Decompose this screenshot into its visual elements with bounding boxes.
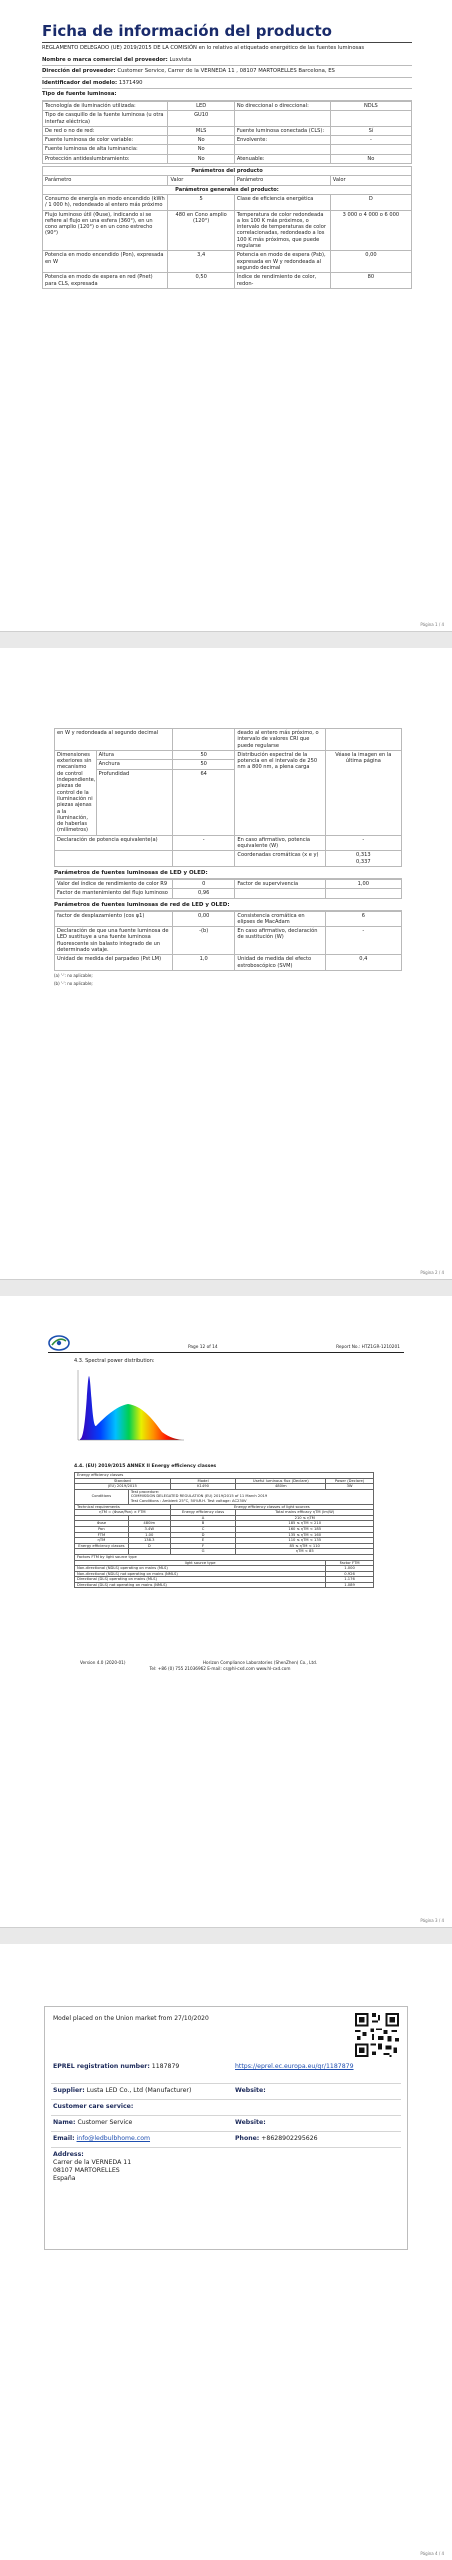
table-row: Directional (DLS) not operating on mains (NMLS) 1.089 [75, 1582, 374, 1588]
table-row: Non-directional (NDLS) not operating on mains (NMLS) 0.926 [75, 1571, 374, 1577]
table-row: en W y redondeada al segundo decimal deado al entero más próximo, o intervalo de valores CRI que puede regularse [55, 729, 402, 751]
eprel-qr-link[interactable]: https://eprel.ec.europa.eu/qr/1187879 [235, 2063, 354, 2070]
table-row: Conditions Test procedure: COMMISSION DELEGATED REGULATION (EU) 2019/2015 of 11 March 2019 Test Conditions : Ambient 25°C, 50%R.H. Test voltage: AC230V [75, 1489, 374, 1504]
model-identifier-line: Identificador del modelo: 1371490 [42, 78, 412, 90]
table-row: Unidad de medida del parpadeo (Pst LM) 1,0 Unidad de medida del efecto estroboscópico (SVM) 0,4 [55, 955, 402, 971]
table-row: Φuse 480lm B 185 ≤ ηTM < 210 [75, 1521, 374, 1527]
care-website-row: Website: [235, 2119, 266, 2126]
table-row: Consumo de energía en modo encendido (kWh / 1 000 h), redondeado al entero más próximo 5 Clase de eficiencia energética D [43, 194, 412, 210]
table-row: Energy efficiency classes D F 85 ≤ ηTM < 110 [75, 1543, 374, 1549]
table-row: Potencia en modo encendido (Pon), expresada en W 3,4 Potencia en modo de espera (Psb), expresada en W y redondeada al segundo decimal 0,00 [43, 251, 412, 273]
customer-care-heading: Customer care service: [53, 2103, 134, 2110]
spectral-power-distribution-image [70, 1366, 188, 1446]
page-number: Página 3 / 4 [420, 1918, 444, 1923]
lab-contact: Tel: +86 (0) 755 21036962 E-mail: cs@hl-cxd.com www.hl-cxd.com [149, 1665, 291, 1671]
spectral-title: 4.3. Spectral power distribution: [74, 1358, 155, 1364]
table-row: Fuente luminosa de color variable: No Envolvente: - [43, 136, 412, 145]
email-link[interactable]: info@ledbulbhome.com [76, 2135, 151, 2142]
light-source-type-line: Tipo de fuente luminosa: [42, 89, 412, 101]
title-rule [42, 42, 412, 43]
mains-led-parameters-table [54, 911, 402, 971]
dimensions-label: Dimensiones exteriores sin mecanismo de control independiente, piezas de control de la iluminación ni piezas ajenas a la iluminación, de haberlas (milímetros) [55, 750, 97, 835]
table-row: Fuente luminosa de alta luminancia: No [43, 145, 412, 154]
table-row: Factor de mantenimiento del flujo luminoso 0,96 [55, 889, 402, 898]
table-row: Protección antideslumbramiento: No Atenuable: No [43, 154, 412, 163]
table-row: Energy efficiency classes [75, 1473, 374, 1479]
table-row: A 210 ≤ ηTM [75, 1515, 374, 1521]
page-number: Página 2 / 4 [420, 1270, 444, 1275]
table-row: Declaración de potencia equivalente(a) - En caso afirmativo, potencia equivalente (W) - [55, 835, 402, 851]
product-parameters-continued-table [54, 728, 402, 867]
table-row: Flujo luminoso útil (Φuse), indicando si se refiere al flujo en una esfera (360°), en un cono amplio (120°) o en un cono estrecho (90°) 480 en Cono amplio (120°) Temperatura de color redondeada a los 100 K más próximos, o intervalo de temperaturas de color correlacionadas, redondeado a los 100 K más próximos, que puede regularse 3 000 o 4 000 o 6 000 [43, 210, 412, 251]
email-row: Email: info@ledbulbhome.com [53, 2135, 151, 2142]
eprel-number: 1187879 [151, 2063, 180, 2070]
divider [51, 2147, 401, 2148]
energy-efficiency-classes-table [74, 1472, 374, 1588]
table-row: Factors FTM by light source type [75, 1554, 374, 1560]
report-footer [70, 1660, 370, 1671]
qr-code-icon[interactable] [353, 2011, 401, 2059]
table-row: Parámetros del producto [43, 167, 412, 176]
supplier-row: Supplier: Lusta LED Co., Ltd (Manufacturer) [53, 2087, 192, 2094]
report-number: Report No.: HTZ1GR-1210201 [336, 1345, 400, 1350]
divider [51, 2099, 401, 2100]
table-row: Directional (DLS) operating on mains (MLS) 1.176 [75, 1577, 374, 1583]
table-row: ηTM = (Φuse/Pon) × FTM Energy efficiency class Total mains efficacy ηTM (lm/W) [75, 1510, 374, 1516]
regulation-text: REGLAMENTO DELEGADO (UE) 2019/2015 DE LA COMISIÓN en lo relativo al etiquetado energético de las fuentes luminosas [42, 45, 365, 51]
table-row: Tipo de casquillo de la fuente luminosa (u otra interfaz eléctrica) GU10 [43, 111, 412, 127]
table-row: Dimensiones exteriores sin mecanismo de control independiente, piezas de control de la iluminación ni piezas ajenas a la iluminación, de haberlas (milímetros) Altura 50 Distribución espectral de la potencia en el intervalo de 250 nm a 800 nm, a plena carga Véase la imagen en la última página [55, 750, 402, 759]
footnote-b: (b) '-': no aplicable; [54, 980, 93, 986]
table-row: Profundidad 64 [55, 769, 402, 835]
led-parameters-table [54, 879, 402, 899]
contact-name-row: Name: Customer Service [53, 2119, 133, 2126]
led-parameters-title: Parámetros de fuentes luminosas de LED y OLED: [54, 867, 402, 879]
table-header-row: Parámetro Valor Parámetro Valor [43, 176, 412, 185]
table-header-row: Standard Model Useful luminous flux (Declare) Power (Declare) [75, 1478, 374, 1484]
energy-class-title: 4.4. (EU) 2019/2015 ANNEX II Energy efficiency classes [74, 1464, 217, 1469]
eprel-card [44, 2006, 408, 2250]
eprel-link[interactable] [235, 2063, 385, 2071]
footnote-a: (a) '-': no aplicable; [54, 972, 93, 978]
table-row: Non-directional (NDLS) operating on mains (MLS) 1.000 [75, 1566, 374, 1572]
table-row: Declaración de que una fuente luminosa de LED sustituye a una fuente luminosa fluorescente sin balasto integrado de un determinado vataje. -(b) En caso afirmativo, declaración de sustitución (W) - [55, 927, 402, 955]
table-row: G ηTM < 85 [75, 1549, 374, 1555]
table-row: light source type Factor FTM [75, 1560, 374, 1566]
table-row: Tecnología de iluminación utilizada: LED No direccional o direccional: NDLS [43, 101, 412, 110]
document-page-4 [0, 1944, 452, 2560]
mains-led-parameters-title: Parámetros de fuentes luminosas de red de LED y OLED: [54, 899, 402, 911]
product-parameters-table [42, 166, 412, 289]
lab-logo-icon [48, 1334, 70, 1352]
lab-name: Horizon Compliance Laboratories (ShenZhen) Co., Ltd. [202, 1660, 318, 1665]
supplier-brand-line: Nombre o marca comercial del proveedor: Luxvista [42, 55, 412, 67]
website-row: Website: [235, 2087, 266, 2094]
document-page-3 [0, 1296, 452, 1928]
table-row: Parámetros generales del producto: [43, 185, 412, 194]
document-page-1 [0, 0, 452, 632]
table-row: Coordenadas cromáticas (x e y) 0,313 0,337 [55, 851, 402, 867]
table-row: Technical requirements Energy efficiency classes of light sources [75, 1504, 374, 1510]
report-page-label: Page 12 of 14 [188, 1345, 218, 1350]
eprel-number-row: EPREL registration number: 1187879 [53, 2063, 180, 2070]
phone-row: Phone: +8628902295626 [235, 2135, 318, 2142]
header-rule [48, 1352, 404, 1353]
table-row: ηTM 138.3 E 110 ≤ ηTM < 135 [75, 1538, 374, 1544]
table-row: Anchura 50 [55, 760, 402, 769]
table-row: De red o no de red: MLS Fuente luminosa conectada (CLS): Sí [43, 126, 412, 135]
page-title: Ficha de información del producto [42, 22, 332, 40]
supplier-address-line: Dirección del proveedor: Customer Service, Carrer de la VERNEDA 11 , 08107 MARTORELLES Barcelona, ES [42, 66, 412, 78]
divider [51, 2083, 401, 2084]
table-row: Pon 3.4W C 160 ≤ ηTM < 185 [75, 1526, 374, 1532]
document-page-2 [0, 648, 452, 1280]
page-number: Página 1 / 4 [420, 622, 444, 627]
table-row: (EU) 2019/2015 K1490 480lm 3W [75, 1484, 374, 1490]
light-source-type-table [42, 101, 412, 164]
page-number: Página 4 / 4 [420, 2551, 444, 2556]
table-row: Valor del índice de rendimiento de color R9 0 Factor de supervivencia 1,00 [55, 879, 402, 888]
divider [51, 2115, 401, 2116]
table-row: Potencia en modo de espera en red (Pnet) para CLS, expresada 0,50 Índice de rendimiento de color, redon- 80 [43, 273, 412, 289]
table-row: factor de desplazamiento (cos φ1) 0,00 Consistencia cromática en elipses de MacAdam 6 [55, 911, 402, 927]
report-version: Version 4.0 (2020-01) [80, 1660, 126, 1665]
market-placement-date: Model placed on the Union market from 27/10/2020 [53, 2015, 209, 2022]
table-row: FTM 1.00 D 135 ≤ ηTM < 160 [75, 1532, 374, 1538]
address-block: Address: Carrer de la VERNEDA 11 08107 MARTORELLES España [53, 2151, 132, 2182]
divider [51, 2131, 401, 2132]
